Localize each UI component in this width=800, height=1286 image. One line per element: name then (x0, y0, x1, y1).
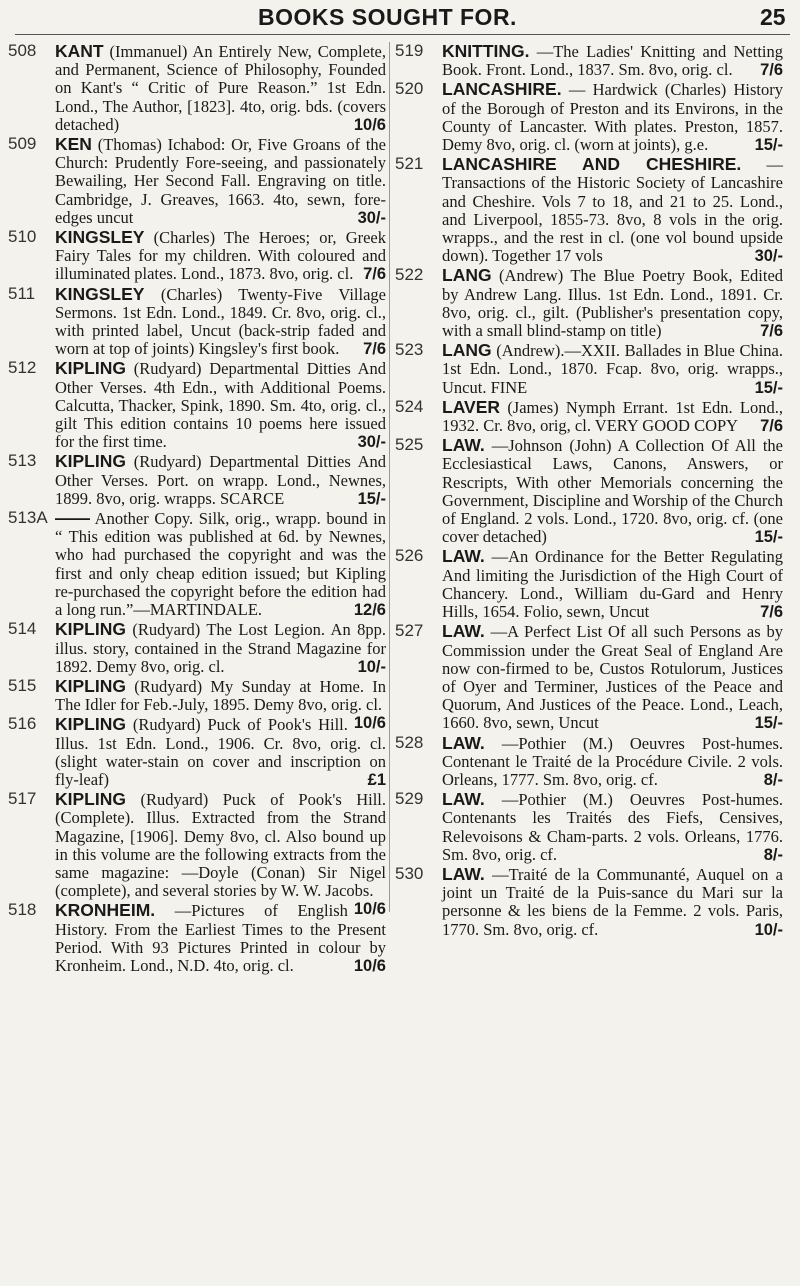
catalogue-entry (8, 135, 386, 227)
entry-description: —A Perfect List Of all such Persons as by Commission under the Great Seal of England Are now con-firmed to be, Custos Rotulorum, Justices of Oyer and Terminer, Justices of the Peace and Quorum, And Justices of the Peace. Lond., Leach, 1660. 8vo, sewn, Uncut (442, 622, 783, 733)
entry-description: (Rudyard) Departmental Ditties And Other Verses. Port. on wrapp. Lond., Newnes, 1899. 8vo, orig. wrapps. SCARCE (55, 452, 387, 508)
entry-description: —Johnson (John) A Collection Of All the Ecclesiastical Laws, Canons, Answers, or Rescripts, With other Memorials concerning the Government, Discipline and Worship of the Church of England. 2 vols. Lond., 1720. 8vo, orig. cf. (one cover detached) (442, 436, 783, 547)
entry-heading: LAVER (442, 396, 501, 417)
entry-heading: LAW. (442, 546, 485, 567)
catalogue-entry (395, 42, 783, 79)
entry-number: 511 (8, 283, 36, 303)
entry-number: 527 (395, 621, 424, 641)
entry-number: 515 (8, 675, 37, 695)
entry-heading: LAW. (442, 789, 485, 810)
entry-price: 15/- (754, 378, 783, 397)
catalogue-entry (395, 734, 783, 790)
entry-number: 525 (395, 435, 424, 455)
entry-price: 15/- (754, 528, 783, 547)
entry-price: 10/6 (353, 115, 386, 134)
entry-price: 10/- (357, 657, 386, 676)
entry-heading: LAW. (442, 732, 485, 753)
entry-heading: LANCASHIRE. (442, 79, 562, 100)
catalogue-entry (395, 80, 783, 154)
header-rule (15, 34, 790, 35)
entry-heading: KIPLING (55, 451, 126, 472)
catalogue-entry (8, 509, 386, 619)
entry-description: (Rudyard) The Lost Legion. An 8pp. illus. story, contained in the Strand Magazine for 1892. Demy 8vo, orig. cl. (55, 620, 386, 676)
entry-price: 15/- (357, 489, 386, 508)
entry-heading: LAW. (442, 863, 485, 884)
entry-heading: KIPLING (55, 619, 126, 640)
entry-description: —Pictures of English History. From the Earliest Times to the Present Period. With 93 Pictures Printed in colour by Kronheim. Lond., N.D. 4to, orig. cl. (55, 901, 386, 975)
entry-description: — Hardwick (Charles) History of the Borough of Preston and its Environs, in the County of Lancaster. With plates. Preston, 1857. Demy 8vo, orig. cl. (worn at joints), g.e. (442, 80, 784, 155)
entry-heading: KRONHEIM. (55, 900, 156, 921)
entry-number: 521 (395, 154, 424, 174)
entry-price: 30/- (357, 208, 386, 227)
catalogue-entry (395, 547, 783, 621)
entry-price: 15/- (754, 136, 783, 155)
entry-price: 12/6 (353, 601, 386, 620)
entry-description: (Charles) Twenty-Five Village Sermons. 1st Edn. Lond., 1849. Cr. 8vo, orig. cl., with printed label, Uncut (back-strip faded and worn at top of joints) Kingsley's first book. (55, 284, 386, 359)
entry-description: Another Copy. Silk, orig., wrapp. bound in “ This edition was published at 6d. by Newnes, who had purchased the copyright and was the first and only cheap edition issued; but Kipling re-purchased the copyright before the edition had a long run.”—MARTINDALE. (55, 509, 386, 620)
entry-price: 7/6 (760, 603, 783, 622)
entry-price: 10/6 (353, 956, 386, 975)
catalogue-entry (8, 285, 386, 359)
catalogue-entry (395, 398, 783, 435)
catalogue-entry (8, 452, 386, 508)
catalogue-entry (395, 622, 783, 732)
entry-description: (Andrew).—XXII. Ballades in Blue China. 1st Edn. Lond., 1870. Fcap. 8vo, orig. wrapps., Uncut. FINE (442, 341, 783, 397)
entry-heading: KIPLING (55, 714, 126, 735)
catalogue-entry (8, 228, 386, 284)
entry-price: 7/6 (760, 322, 783, 341)
entry-heading: KNITTING. (442, 41, 530, 61)
entry-price: 30/- (357, 433, 386, 452)
entry-heading: LANG (442, 340, 492, 361)
entry-description: (Rudyard) Puck of Pook's Hill. (Complete). Illus. Extracted from the Strand Magazine, [1906]. Demy 8vo, cl. Also bound up in this volume are the following extracts from the same magazine: —Doyle (Conan) Sir Nigel (complete), and several stories by W. W. Jacobs. (55, 790, 386, 901)
entry-heading: —— (55, 508, 90, 529)
entry-price: 8/- (763, 845, 783, 864)
entry-price: 7/6 (363, 265, 386, 284)
catalogue-entry (8, 359, 386, 451)
entry-heading: KEN (55, 134, 92, 155)
entry-description: (Thomas) Ichabod: Or, Five Groans of the Church: Prudently Fore-seeing, and passionately Bewailing, Her Second Fall. Engraving on title. Cambridge, J. Greaves, 1663. 4to, sewn, fore-edges uncut (55, 135, 387, 227)
entry-description: — Transactions of the Historic Society of Lancashire and Cheshire. Vols 7 to 18, and 21 to 25. Lond., and Liverpool, 1855-73. 8vo, 8 vols in the orig. wrapps., and the rest in cl. (one vol bound upside down). Together 17 vols (442, 155, 783, 266)
running-head: BOOKS SOUGHT FOR. (258, 4, 517, 30)
entry-price: 10/- (754, 920, 783, 939)
entry-price: 7/6 (760, 417, 783, 436)
entry-number: 528 (395, 732, 424, 752)
entry-number: 519 (395, 41, 424, 60)
entry-price: 7/6 (363, 340, 386, 359)
entry-price: 10/6 (353, 900, 386, 919)
entry-description: (Immanuel) An Entirely New, Complete, and Permanent, Science of Philosophy, Founded on Kant's “ Critic of Pure Reason.” 1st Edn. Lond., The Author, [1823]. 4to, orig. bds. (covers detached) (55, 42, 386, 134)
catalogue-entry (395, 790, 783, 864)
catalogue-entry (395, 266, 783, 340)
entry-heading: LANCASHIRE AND CHESHIRE. (442, 154, 742, 175)
catalogue-entry (8, 620, 386, 676)
entry-description: (Rudyard) Puck of Pook's Hill. Illus. 1st Edn. Lond., 1906. Cr. 8vo, orig. cl. (slight water-stain on cover and inscription on fly-leaf) (55, 715, 386, 789)
entry-price: 10/6 (353, 714, 386, 733)
entry-price: 7/6 (760, 61, 783, 80)
entry-number: 517 (8, 789, 37, 809)
entry-number: 529 (395, 789, 424, 809)
entry-price: £1 (367, 770, 386, 789)
entry-description: (Andrew) The Blue Poetry Book, Edited by Andrew Lang. Illus. 1st Edn. Lond., 1891. Cr. 8vo, orig. cl., gilt. (Publisher's presentation copy, with a small blind-stamp on title) (442, 266, 784, 341)
entry-number: 526 (395, 546, 424, 566)
entry-number: 524 (395, 396, 424, 416)
entry-number: 510 (8, 227, 37, 247)
catalogue-entry (395, 865, 783, 939)
entry-heading: KINGSLEY (55, 283, 145, 304)
entry-description: —Pothier (M.) Oeuvres Post-humes. Contenant le Traité de la Procédure Civile. 2 vols. Orleans, 1777. Sm. 8vo, orig. cf. (442, 733, 784, 789)
left-column (8, 42, 386, 976)
entry-number: 523 (395, 340, 424, 360)
page-header (0, 2, 800, 36)
entry-description: (Charles) The Heroes; or, Greek Fairy Tales for my children. With coloured and illuminated plates. Lond., 1873. 8vo, orig. cl. (55, 228, 387, 284)
entry-description: —An Ordinance for the Better Regulating And limiting the Jurisdiction of the High Court of Chancery. Lond., William du-Gard and Henry Hills, 1654. Folio, sewn, Uncut (442, 547, 784, 622)
right-column (395, 42, 783, 940)
catalogue-entry (395, 436, 783, 546)
entry-number: 512 (8, 358, 37, 378)
entry-description: —Pothier (M.) Oeuvres Post-humes. Contenants les Traités des Fiefs, Censives, Relevoisons & Cham-parts. 2 vols. Orleans, 1776. Sm. 8vo, orig. cf. (442, 790, 784, 864)
entry-number: 508 (8, 41, 37, 60)
entry-heading: KIPLING (55, 675, 126, 696)
entry-number: 518 (8, 900, 37, 920)
entry-description: (Rudyard) Departmental Ditties And Other Verses. 4th Edn., with Additional Poems. Calcutta, Thacker, Spink, 1890. Sm. 4to, orig. cl., gilt This edition contains 10 poems here issued for the first time. (55, 359, 387, 452)
page-number: 25 (760, 4, 786, 30)
catalogue-entry (8, 901, 386, 975)
catalogue-entry (8, 715, 386, 789)
entry-number: 513 (8, 451, 37, 471)
entry-price: 8/- (763, 770, 783, 789)
entry-number: 520 (395, 79, 424, 99)
entry-number: 514 (8, 619, 37, 639)
entry-heading: KIPLING (55, 358, 126, 379)
entry-description: (James) Nymph Errant. 1st Edn. Lond., 1932. Cr. 8vo, orig, cl. VERY GOOD COPY (442, 397, 783, 436)
entry-number: 516 (8, 714, 37, 734)
entry-number: 513A (8, 508, 48, 528)
catalogue-entry (8, 42, 386, 134)
entry-number: 530 (395, 863, 424, 883)
catalogue-entry (395, 341, 783, 397)
entry-heading: KANT (55, 41, 104, 61)
entry-price: 30/- (754, 247, 783, 266)
catalogue-entry (395, 155, 783, 265)
entry-description: (Rudyard) My Sunday at Home. In The Idler for Feb.-July, 1895. Demy 8vo, orig. cl. (55, 676, 386, 715)
entry-heading: KINGSLEY (55, 227, 145, 248)
entry-heading: KIPLING (55, 789, 126, 810)
entry-heading: LANG (442, 265, 492, 286)
entry-description: —Traité de la Communanté, Auquel on a joint un Traité de la Puis-sance du Mari sur la personne & les biens de la Femme. 2 vols. Paris, 1770. Sm. 8vo, orig. cf. (442, 864, 784, 939)
column-divider (389, 42, 390, 912)
entry-number: 522 (395, 265, 424, 285)
entry-description: —The Ladies' Knitting and Netting Book. Front. Lond., 1837. Sm. 8vo, orig. cl. (442, 42, 783, 80)
entry-number: 509 (8, 134, 37, 154)
entry-heading: LAW. (442, 435, 485, 456)
entry-heading: LAW. (442, 621, 485, 642)
entry-price: 15/- (754, 714, 783, 733)
